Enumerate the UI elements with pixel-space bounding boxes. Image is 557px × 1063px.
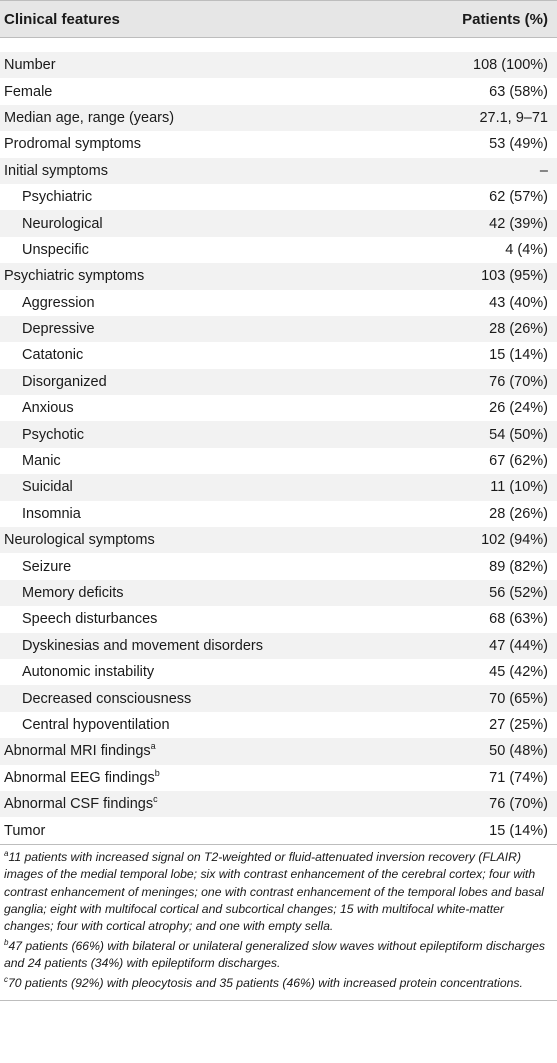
footnote-mark: a bbox=[4, 848, 9, 858]
row-value: 70 (65%) bbox=[489, 690, 548, 707]
row-label-text: Tumor bbox=[4, 822, 46, 839]
row-label-text: Speech disturbances bbox=[22, 611, 158, 628]
row-label-text: Female bbox=[4, 83, 53, 100]
row-label bbox=[4, 110, 174, 126]
footnote-mark: b bbox=[4, 937, 9, 947]
row-label-text: Disorganized bbox=[22, 373, 107, 390]
row-value: 56 (52%) bbox=[489, 585, 548, 601]
footnote-marker: a bbox=[150, 741, 156, 752]
row-value: 54 (50%) bbox=[489, 426, 548, 443]
row-value: 15 (14%) bbox=[489, 822, 548, 839]
row-value: 68 (63%) bbox=[489, 611, 548, 628]
table-row bbox=[0, 263, 557, 289]
table-row bbox=[0, 553, 557, 579]
row-value: 62 (57%) bbox=[489, 189, 548, 206]
row-label bbox=[4, 57, 56, 73]
row-value: 42 (39%) bbox=[489, 215, 548, 232]
row-value: 102 (94%) bbox=[481, 532, 548, 549]
row-label-text: Suicidal bbox=[22, 479, 73, 496]
row-value: 76 (70%) bbox=[489, 796, 548, 813]
footnote-text: 11 patients with increased signal on T2-weighted or fluid-attenuated inversion recovery (FLAIR) images of the medial temporal lobe; six with contrast enhancement of the cerebral cortex; four with contrast enhancement of meninges; one with contrast enhancement of the temporal lobes and basal ganglia; eight with multifocal cortical and subcortical changes; 15 with multifocal white-matter changes; four with cortical atrophy; and one with empty sella. bbox=[4, 849, 544, 934]
row-label bbox=[4, 427, 84, 443]
table-header bbox=[0, 0, 557, 38]
row-value: 89 (82%) bbox=[489, 558, 548, 575]
table-row bbox=[0, 765, 557, 791]
row-label bbox=[4, 585, 124, 601]
header-clinical-features: Clinical features bbox=[4, 10, 120, 28]
row-label bbox=[4, 216, 103, 232]
row-label bbox=[4, 743, 156, 759]
row-label-text: Number bbox=[4, 57, 56, 74]
row-label bbox=[4, 664, 154, 680]
row-label-text: Manic bbox=[22, 453, 61, 470]
table-row bbox=[0, 527, 557, 553]
row-value: 27.1, 9–71 bbox=[479, 109, 548, 126]
row-label-text: Prodromal symptoms bbox=[4, 136, 141, 153]
row-label bbox=[4, 638, 263, 654]
table-row bbox=[0, 712, 557, 738]
footnote bbox=[4, 975, 553, 992]
row-value: 26 (24%) bbox=[489, 400, 548, 417]
row-label bbox=[4, 242, 89, 258]
table-row bbox=[0, 342, 557, 368]
row-value: 4 (4%) bbox=[505, 241, 548, 258]
row-label-text: Psychiatric symptoms bbox=[4, 268, 145, 285]
row-label-text: Abnormal EEG findings bbox=[4, 769, 155, 786]
table-row bbox=[0, 659, 557, 685]
table-row bbox=[0, 395, 557, 421]
table-row bbox=[0, 316, 557, 342]
table-row bbox=[0, 448, 557, 474]
footnote-marker: c bbox=[153, 794, 158, 805]
table-row bbox=[0, 210, 557, 236]
table-row bbox=[0, 105, 557, 131]
table-row bbox=[0, 369, 557, 395]
row-value: 103 (95%) bbox=[481, 268, 548, 285]
row-value: 71 (74%) bbox=[489, 769, 548, 786]
row-label bbox=[4, 559, 71, 575]
table-row bbox=[0, 606, 557, 632]
row-value: 47 (44%) bbox=[489, 637, 548, 654]
footnote bbox=[4, 849, 553, 936]
table-row bbox=[0, 78, 557, 104]
row-label bbox=[4, 189, 92, 205]
row-label bbox=[4, 796, 158, 812]
row-label bbox=[4, 84, 52, 100]
row-label bbox=[4, 691, 191, 707]
row-label-text: Catatonic bbox=[22, 347, 84, 364]
row-label-text: Depressive bbox=[22, 321, 95, 338]
row-value: 63 (58%) bbox=[489, 83, 548, 100]
table-row bbox=[0, 791, 557, 817]
row-value: 28 (26%) bbox=[489, 321, 548, 338]
row-label-text: Psychiatric bbox=[22, 189, 93, 206]
row-label bbox=[4, 374, 107, 390]
row-label-text: Neurological symptoms bbox=[4, 532, 155, 549]
row-value: 15 (14%) bbox=[489, 347, 548, 364]
table-row bbox=[0, 421, 557, 447]
footnote-text: 47 patients (66%) with bilateral or unilateral generalized slow waves without epileptiform discharges and 24 patients (34%) with epileptiform discharges. bbox=[4, 938, 545, 971]
row-label bbox=[4, 767, 160, 786]
row-label-text: Dyskinesias and movement disorders bbox=[22, 637, 263, 654]
row-label-text: Unspecific bbox=[22, 241, 89, 258]
row-label-text: Aggression bbox=[22, 294, 95, 311]
row-label bbox=[4, 823, 45, 839]
header-patients: Patients (%) bbox=[462, 10, 548, 28]
row-value: – bbox=[539, 162, 548, 179]
row-value: 50 (48%) bbox=[489, 743, 548, 760]
row-label bbox=[4, 611, 157, 627]
table-body bbox=[0, 38, 557, 844]
table-row bbox=[0, 184, 557, 210]
table-row bbox=[0, 158, 557, 184]
row-label-text: Abnormal CSF findings bbox=[4, 796, 154, 813]
row-label bbox=[4, 717, 170, 733]
table-footnotes bbox=[0, 844, 557, 1001]
footnote-text: 70 patients (92%) with pleocytosis and 35 patients (46%) with increased protein concentrations. bbox=[8, 975, 523, 990]
row-label-text: Neurological bbox=[22, 215, 103, 232]
table-row bbox=[0, 738, 557, 764]
row-label bbox=[4, 479, 73, 495]
row-value: 27 (25%) bbox=[489, 716, 548, 733]
table-row bbox=[0, 237, 557, 263]
row-label-text: Insomnia bbox=[22, 505, 81, 522]
row-label-text: Decreased consciousness bbox=[22, 690, 192, 707]
footnote-mark: c bbox=[4, 974, 8, 984]
row-value: 43 (40%) bbox=[489, 294, 548, 311]
row-label-text: Initial symptoms bbox=[4, 162, 108, 179]
row-label bbox=[4, 400, 74, 416]
row-label-text: Anxious bbox=[22, 400, 74, 417]
row-label bbox=[4, 506, 81, 522]
row-value: 11 (10%) bbox=[490, 479, 548, 496]
table-row bbox=[0, 131, 557, 157]
row-label-text: Psychotic bbox=[22, 426, 85, 443]
row-label-text: Seizure bbox=[22, 558, 72, 575]
row-label-text: Abnormal MRI findings bbox=[4, 743, 151, 760]
row-label bbox=[4, 295, 95, 311]
row-label-text: Median age, range (years) bbox=[4, 109, 175, 126]
row-value: 45 (42%) bbox=[489, 664, 548, 681]
row-value: 76 (70%) bbox=[489, 373, 548, 390]
row-value: 67 (62%) bbox=[489, 453, 548, 470]
table-row bbox=[0, 290, 557, 316]
row-label bbox=[4, 347, 83, 363]
row-label-text: Central hypoventilation bbox=[22, 716, 170, 733]
row-label bbox=[4, 532, 155, 548]
row-label-text: Autonomic instability bbox=[22, 664, 155, 681]
row-label bbox=[4, 136, 141, 152]
table-row bbox=[0, 580, 557, 606]
table-row bbox=[0, 817, 557, 843]
row-value: 108 (100%) bbox=[473, 57, 548, 74]
table-row bbox=[0, 52, 557, 78]
table-row bbox=[0, 633, 557, 659]
table-row bbox=[0, 501, 557, 527]
row-value: 28 (26%) bbox=[489, 505, 548, 522]
row-label bbox=[4, 268, 144, 284]
row-label bbox=[4, 453, 61, 469]
row-value: 53 (49%) bbox=[489, 136, 548, 153]
footnote-marker: b bbox=[154, 767, 160, 778]
footnote bbox=[4, 938, 553, 973]
row-label bbox=[4, 163, 108, 179]
row-label bbox=[4, 321, 95, 337]
row-label-text: Memory deficits bbox=[22, 585, 124, 601]
table-row bbox=[0, 685, 557, 711]
table-row bbox=[0, 474, 557, 500]
